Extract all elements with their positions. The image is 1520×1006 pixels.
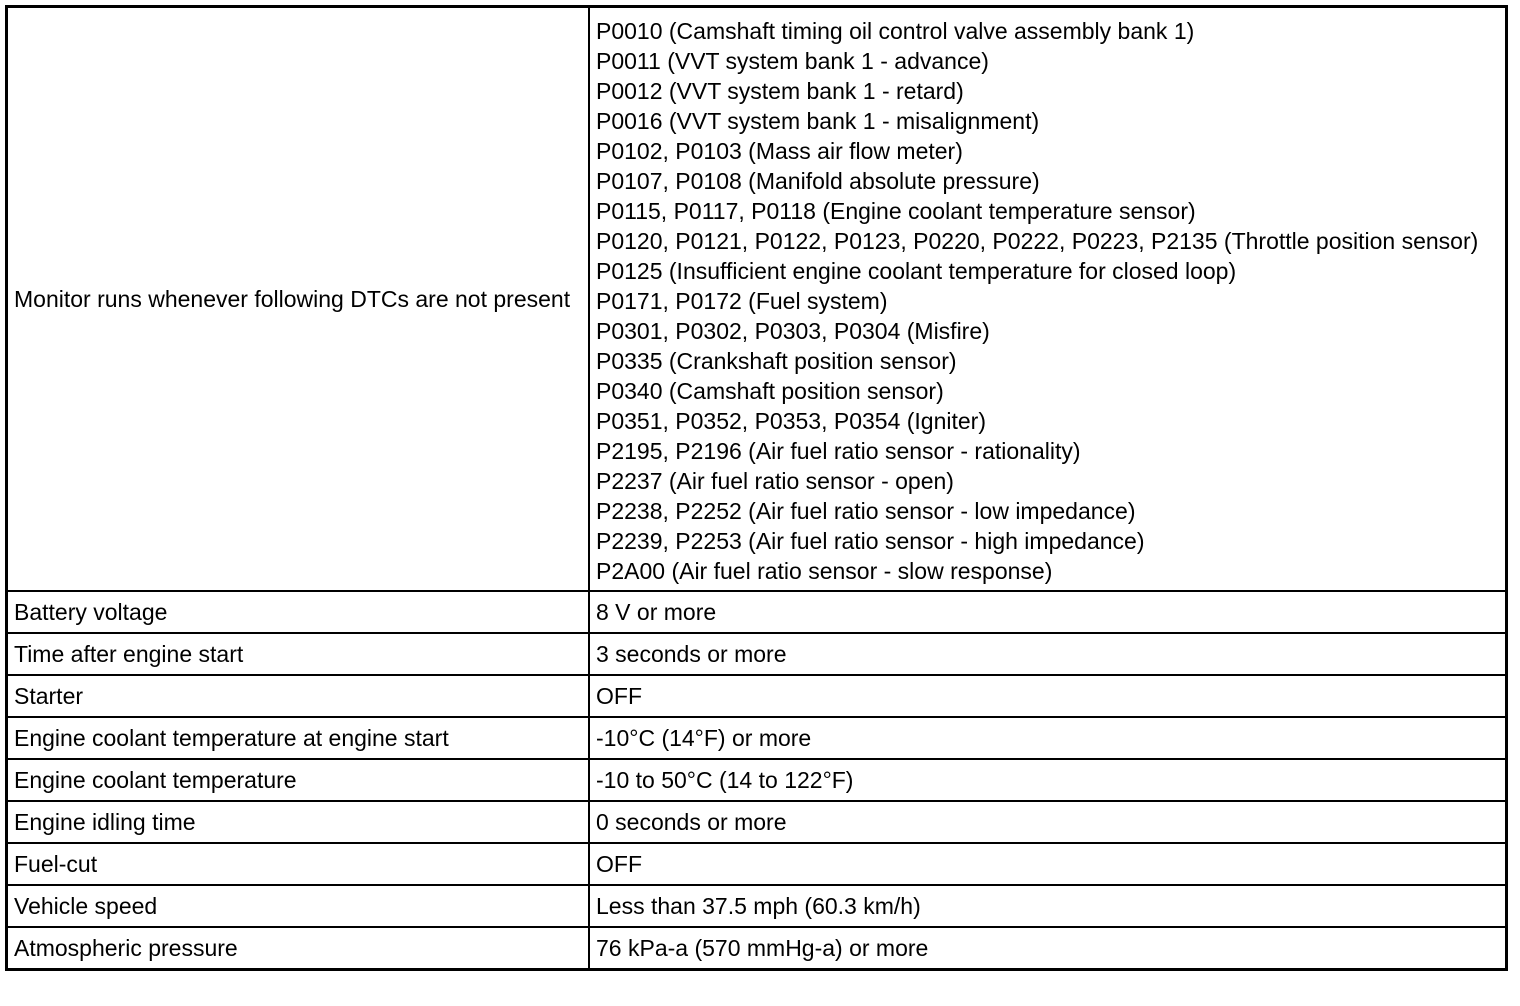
table-row [7,717,1507,759]
condition-label: Atmospheric pressure [7,927,590,970]
condition-value: -10°C (14°F) or more [589,717,1507,759]
condition-value: 0 seconds or more [589,801,1507,843]
dtc-item: P0107, P0108 (Manifold absolute pressure) [596,168,1040,194]
dtc-item: P0120, P0121, P0122, P0123, P0220, P0222, P0223, P2135 (Throttle position sensor) [596,228,1479,254]
dtc-item: P0171, P0172 (Fuel system) [596,288,888,314]
dtc-condition-label: Monitor runs whenever following DTCs are not present [7,7,590,592]
table-row [7,843,1507,885]
dtc-item: P0115, P0117, P0118 (Engine coolant temperature sensor) [596,198,1196,224]
condition-value: Less than 37.5 mph (60.3 km/h) [589,885,1507,927]
dtc-item: P2238, P2252 (Air fuel ratio sensor - low impedance) [596,498,1136,524]
monitor-conditions-table [5,5,1508,971]
condition-value: -10 to 50°C (14 to 122°F) [589,759,1507,801]
condition-value: OFF [589,843,1507,885]
condition-label: Starter [7,675,590,717]
condition-label: Battery voltage [7,591,590,633]
dtc-item: P2239, P2253 (Air fuel ratio sensor - high impedance) [596,528,1145,554]
condition-value: 8 V or more [589,591,1507,633]
condition-label: Engine idling time [7,801,590,843]
dtc-item: P0012 (VVT system bank 1 - retard) [596,78,964,104]
dtc-item: P0125 (Insufficient engine coolant temperature for closed loop) [596,258,1237,284]
dtc-item: P0340 (Camshaft position sensor) [596,378,944,404]
dtc-list [589,7,1507,592]
condition-label: Time after engine start [7,633,590,675]
table-row [7,633,1507,675]
condition-label: Fuel-cut [7,843,590,885]
dtc-item: P0301, P0302, P0303, P0304 (Misfire) [596,318,990,344]
table-row [7,675,1507,717]
condition-value: 3 seconds or more [589,633,1507,675]
condition-label: Engine coolant temperature at engine start [7,717,590,759]
table-row [7,801,1507,843]
dtc-item: P0016 (VVT system bank 1 - misalignment) [596,108,1040,134]
table-row [7,885,1507,927]
dtc-item: P0102, P0103 (Mass air flow meter) [596,138,963,164]
condition-value: OFF [589,675,1507,717]
condition-label: Engine coolant temperature [7,759,590,801]
table-row-dtc [7,7,1507,592]
table-row [7,927,1507,970]
dtc-item: P0335 (Crankshaft position sensor) [596,348,957,374]
dtc-item: P0010 (Camshaft timing oil control valve assembly bank 1) [596,18,1195,44]
dtc-item: P0351, P0352, P0353, P0354 (Igniter) [596,408,987,434]
condition-label: Vehicle speed [7,885,590,927]
dtc-item: P2237 (Air fuel ratio sensor - open) [596,468,954,494]
dtc-item: P2195, P2196 (Air fuel ratio sensor - rationality) [596,438,1081,464]
dtc-item: P2A00 (Air fuel ratio sensor - slow response) [596,558,1053,584]
table-row [7,591,1507,633]
condition-value: 76 kPa-a (570 mmHg-a) or more [589,927,1507,970]
table-row [7,759,1507,801]
dtc-item: P0011 (VVT system bank 1 - advance) [596,48,989,74]
